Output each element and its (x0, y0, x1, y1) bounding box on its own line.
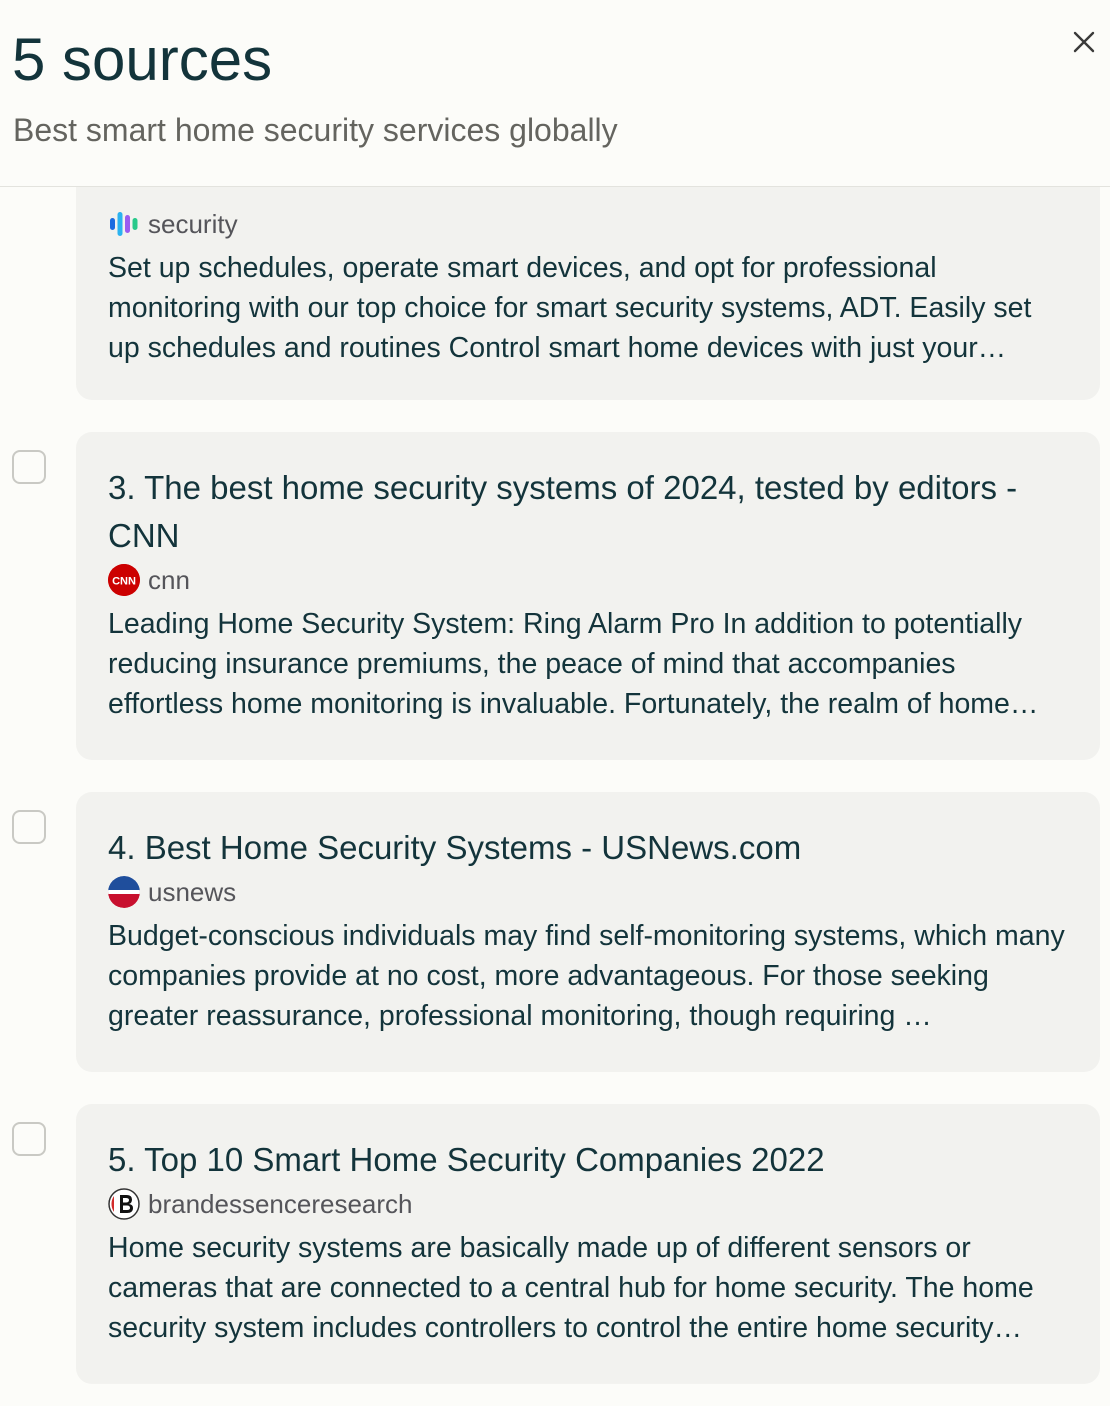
close-button[interactable] (1066, 24, 1102, 60)
source-title: 3. The best home security systems of 2024, tested by editors - CNN (108, 469, 1018, 554)
usnews-logo-icon (108, 876, 140, 908)
close-icon (1066, 24, 1102, 60)
source-line (108, 204, 1068, 244)
brandessence-logo-icon (108, 1188, 140, 1220)
query-subtitle: Best smart home security services globally (13, 112, 618, 148)
source-line (108, 560, 1068, 600)
bottom-fade (0, 1382, 1110, 1406)
source-line (108, 872, 1068, 912)
source-title: 5. Top 10 Smart Home Security Companies 2022 (108, 1141, 825, 1178)
source-title: 4. Best Home Security Systems - USNews.com (108, 829, 802, 866)
source-snippet: Home security systems are basically made up of different sensors or cameras that are connected to a central hub for home security. The home security system includes controllers to control the entire home security… (108, 1232, 1034, 1344)
sources-header (0, 0, 1110, 187)
page-title: 5 sources (12, 26, 273, 93)
source-name: brandessenceresearch (148, 1188, 413, 1219)
source-line (108, 1184, 1068, 1224)
source-card[interactable] (76, 1104, 1100, 1384)
source-checkbox[interactable] (12, 450, 46, 484)
source-checkbox[interactable] (12, 810, 46, 844)
source-checkbox[interactable] (12, 1122, 46, 1156)
source-name: usnews (148, 876, 237, 907)
source-name: cnn (148, 564, 190, 595)
source-name: security (148, 208, 238, 239)
security-bars-icon (108, 208, 140, 240)
svg-text:CNN: CNN (112, 575, 136, 588)
source-snippet: Leading Home Security System: Ring Alarm Pro In addition to potentially reducing insurance premiums, the peace of mind that accompanies effortless home monitoring is invaluable. Fortunately, the realm of home… (108, 608, 1039, 720)
cnn-logo-icon (108, 564, 140, 596)
source-snippet: Budget-conscious individuals may find self-monitoring systems, which many companies provide at no cost, more advantageous. For those seeking greater reassurance, professional monitoring, though requiring … (108, 920, 1065, 1032)
source-card[interactable] (76, 792, 1100, 1072)
source-snippet: Set up schedules, operate smart devices, and opt for professional monitoring with our top choice for smart security systems, ADT. Easily set up schedules and routines Control smart home devices with just your… (108, 252, 1032, 364)
source-card[interactable] (76, 432, 1100, 760)
